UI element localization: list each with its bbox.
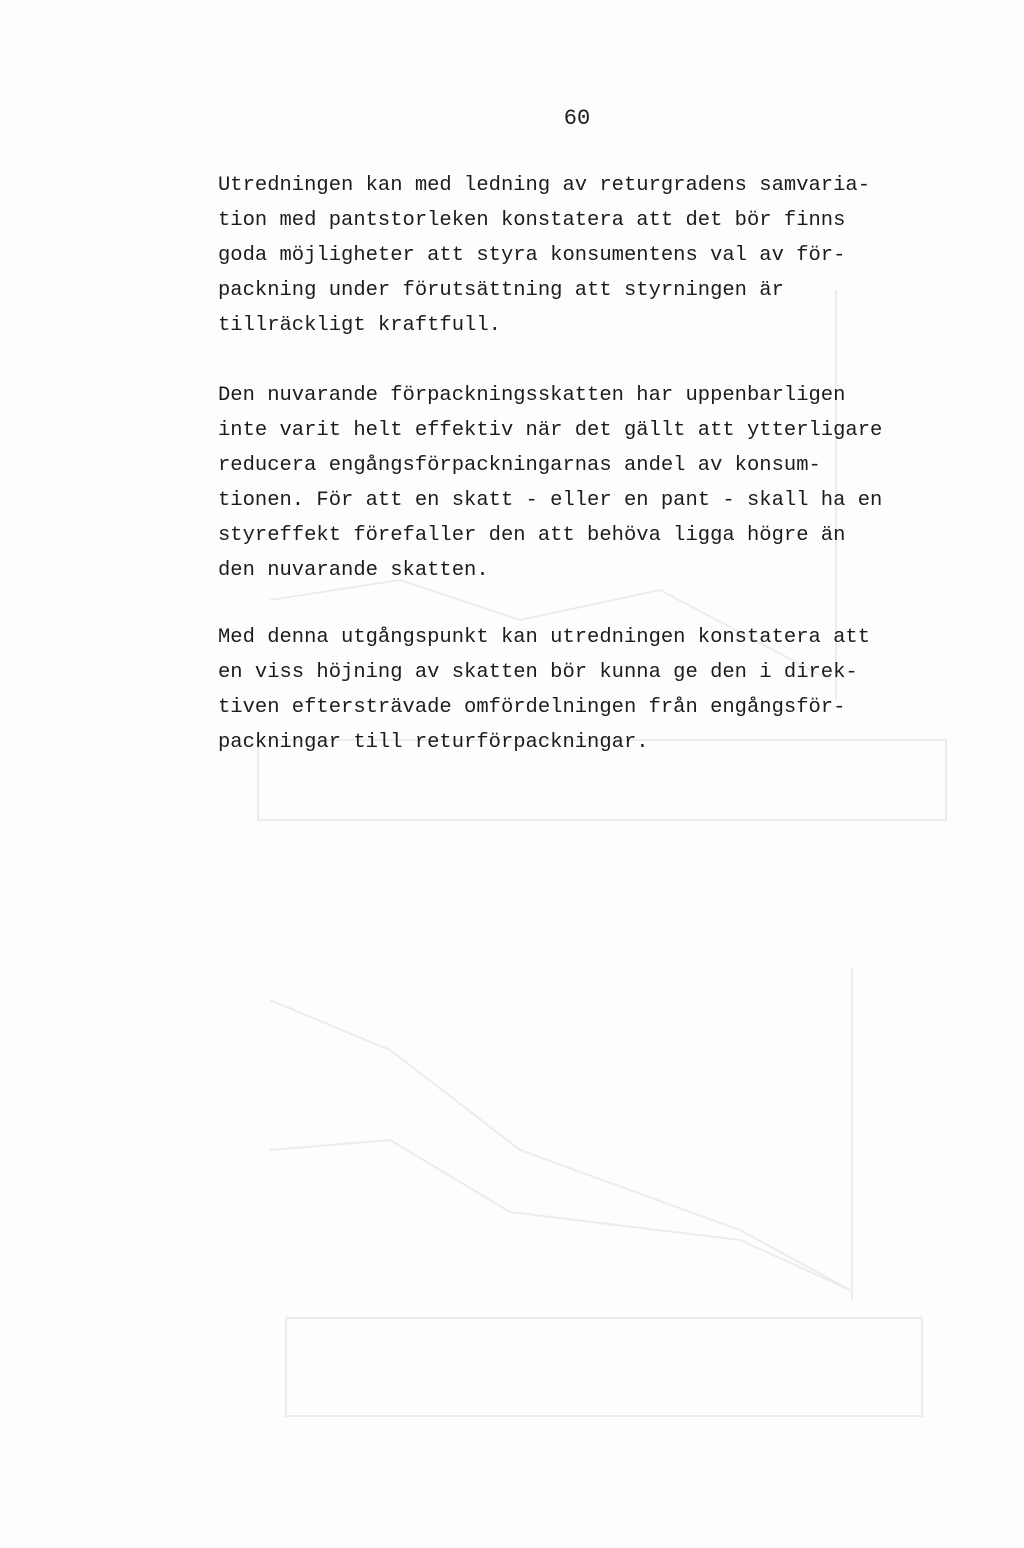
paragraph-line: den nuvarande skatten. bbox=[218, 559, 489, 582]
paragraph-line: Utredningen kan med ledning av returgradens samvaria- bbox=[218, 174, 871, 197]
paragraph-line: tionen. För att en skatt - eller en pant - skall ha en bbox=[218, 489, 883, 512]
paragraph-1 bbox=[218, 168, 998, 343]
bleed-legend-box-lower bbox=[286, 1318, 922, 1416]
paragraph-line: tiven eftersträvade omfördelningen från engångsför- bbox=[218, 696, 846, 719]
paragraph-line: goda möjligheter att styra konsumentens val av för- bbox=[218, 244, 846, 267]
bleed-line-lower-2 bbox=[270, 1140, 850, 1290]
paragraph-line: packning under förutsättning att styrningen är bbox=[218, 279, 784, 302]
paragraph-line: reducera engångsförpackningarnas andel av konsum- bbox=[218, 454, 821, 477]
paragraph-line: tillräckligt kraftfull. bbox=[218, 314, 501, 337]
bleed-line-lower bbox=[270, 1000, 850, 1290]
paragraph-line: packningar till returförpackningar. bbox=[218, 731, 649, 754]
paragraph-line: tion med pantstorleken konstatera att det bör finns bbox=[218, 209, 846, 232]
paragraph-2 bbox=[218, 378, 998, 588]
page-number: 60 bbox=[563, 106, 591, 131]
paragraph-line: Den nuvarande förpackningsskatten har uppenbarligen bbox=[218, 384, 846, 407]
paragraph-line: en viss höjning av skatten bör kunna ge den i direk- bbox=[218, 661, 858, 684]
paragraph-line: Med denna utgångspunkt kan utredningen konstatera att bbox=[218, 626, 871, 649]
paragraph-line: inte varit helt effektiv när det gällt att ytterligare bbox=[218, 419, 883, 442]
paragraph-3 bbox=[218, 620, 998, 760]
paragraph-line: styreffekt förefaller den att behöva ligga högre än bbox=[218, 524, 846, 547]
